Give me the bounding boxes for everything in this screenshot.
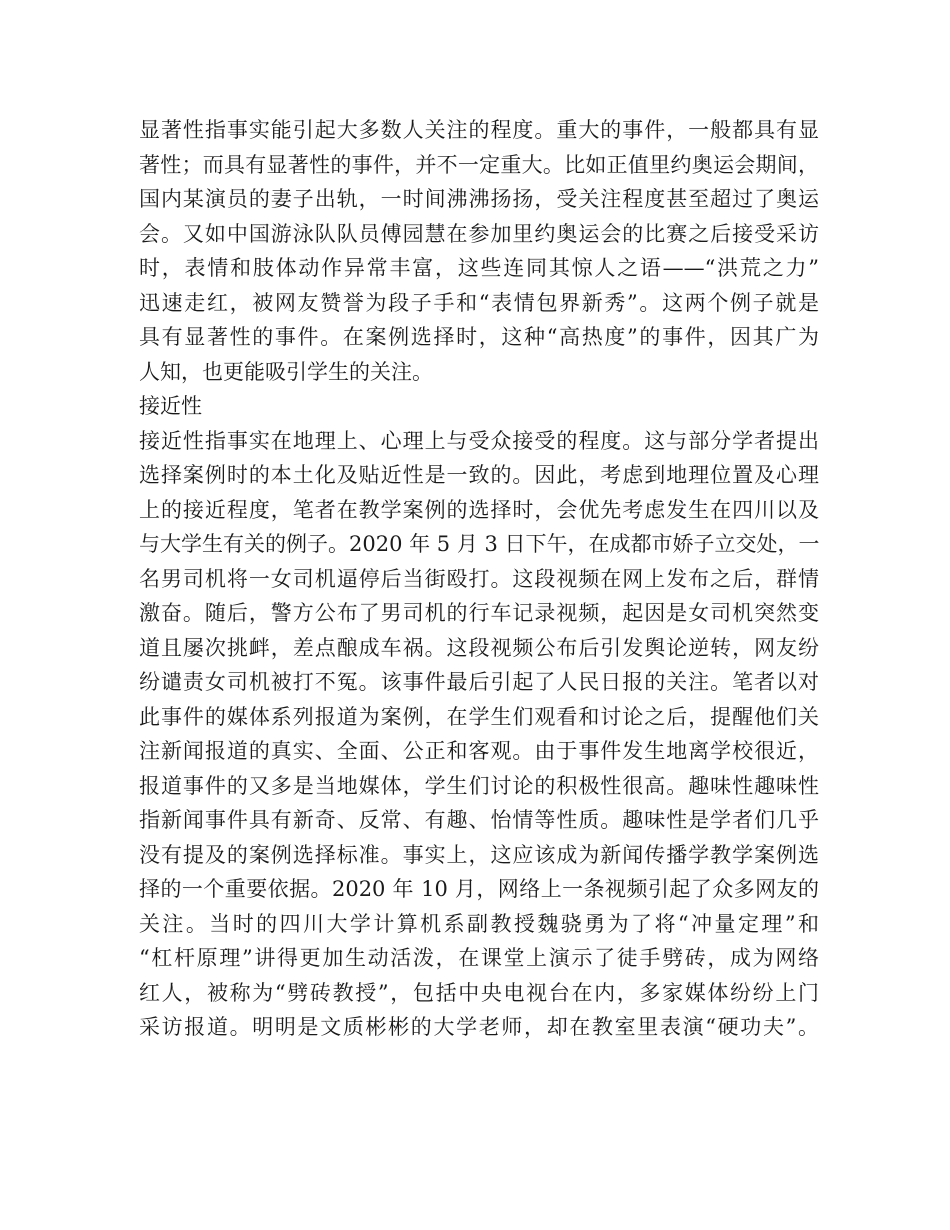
text-line: 具有显著性的事件。在案例选择时，这种“高热度”的事件，因其广为 [139, 325, 819, 349]
text-line: 与大学生有关的例子。2020 年 5 月 3 日下午，在成都市娇子立交处，一 [139, 532, 820, 556]
text-line: 择的一个重要依据。2020 年 10 月，网络上一条视频引起了众多网友的 [139, 877, 819, 901]
text-line: 会。又如中国游泳队队员傅园慧在参加里约奥运会的比赛之后接受采访 [139, 221, 819, 246]
text-line: 关注。当时的四川大学计算机系副教授魏骁勇为了将“冲量定理”和 [139, 911, 819, 936]
text-line: 没有提及的案例选择标准。事实上，这应该成为新闻传播学教学案例选 [139, 842, 819, 867]
text-line: 名男司机将一女司机逼停后当街殴打。这段视频在网上发布之后，群情 [139, 566, 819, 591]
text-line: 纷谴责女司机被打不冤。该事件最后引起了人民日报的关注。笔者以对 [139, 670, 819, 694]
text-line: 采访报道。明明是文质彬彬的大学老师，却在教室里表演“硬功夫”。 [139, 1015, 819, 1039]
section-heading: 接近性 [139, 394, 202, 418]
text-line: 激奋。随后，警方公布了男司机的行车记录视频，起因是女司机突然变 [139, 601, 819, 625]
text-line: 国内某演员的妻子出轨，一时间沸沸扬扬，受关注程度甚至超过了奥运 [139, 187, 819, 211]
text-line: 报道事件的又多是当地媒体，学生们讨论的积极性很高。趣味性趣味性 [139, 773, 819, 798]
text-line: 选择案例时的本土化及贴近性是一致的。因此，考虑到地理位置及心理 [139, 463, 819, 487]
text-line: 注新闻报道的真实、全面、公正和客观。由于事件发生地离学校很近， [139, 739, 819, 763]
text-line: 红人，被称为“劈砖教授”，包括中央电视台在内，多家媒体纷纷上门 [139, 980, 819, 1005]
text-line: 迅速走红，被网友赞誉为段子手和“表情包界新秀”。这两个例子就是 [139, 290, 819, 315]
text-line: 显著性指事实能引起大多数人关注的程度。重大的事件，一般都具有显 [139, 118, 819, 142]
text-line: 上的接近程度，笔者在教学案例的选择时，会优先考虑发生在四川以及 [139, 497, 819, 522]
body-text [139, 113, 819, 1045]
text-line: “杠杆原理”讲得更加生动活泼，在课堂上演示了徒手劈砖，成为网络 [139, 946, 819, 970]
text-line: 道且屡次挑衅，差点酿成车祸。这段视频公布后引发舆论逆转，网友纷 [139, 635, 819, 660]
text-line: 著性；而具有显著性的事件，并不一定重大。比如正值里约奥运会期间， [139, 152, 819, 177]
text-line: 人知，也更能吸引学生的关注。 [139, 359, 433, 384]
text-line: 时，表情和肢体动作异常丰富，这些连同其惊人之语——“洪荒之力” [139, 256, 819, 280]
text-line: 接近性指事实在地理上、心理上与受众接受的程度。这与部分学者提出 [139, 428, 819, 453]
text-line: 指新闻事件具有新奇、反常、有趣、怡情等性质。趣味性是学者们几乎 [139, 808, 819, 832]
text-line: 此事件的媒体系列报道为案例，在学生们观看和讨论之后，提醒他们关 [139, 704, 819, 729]
